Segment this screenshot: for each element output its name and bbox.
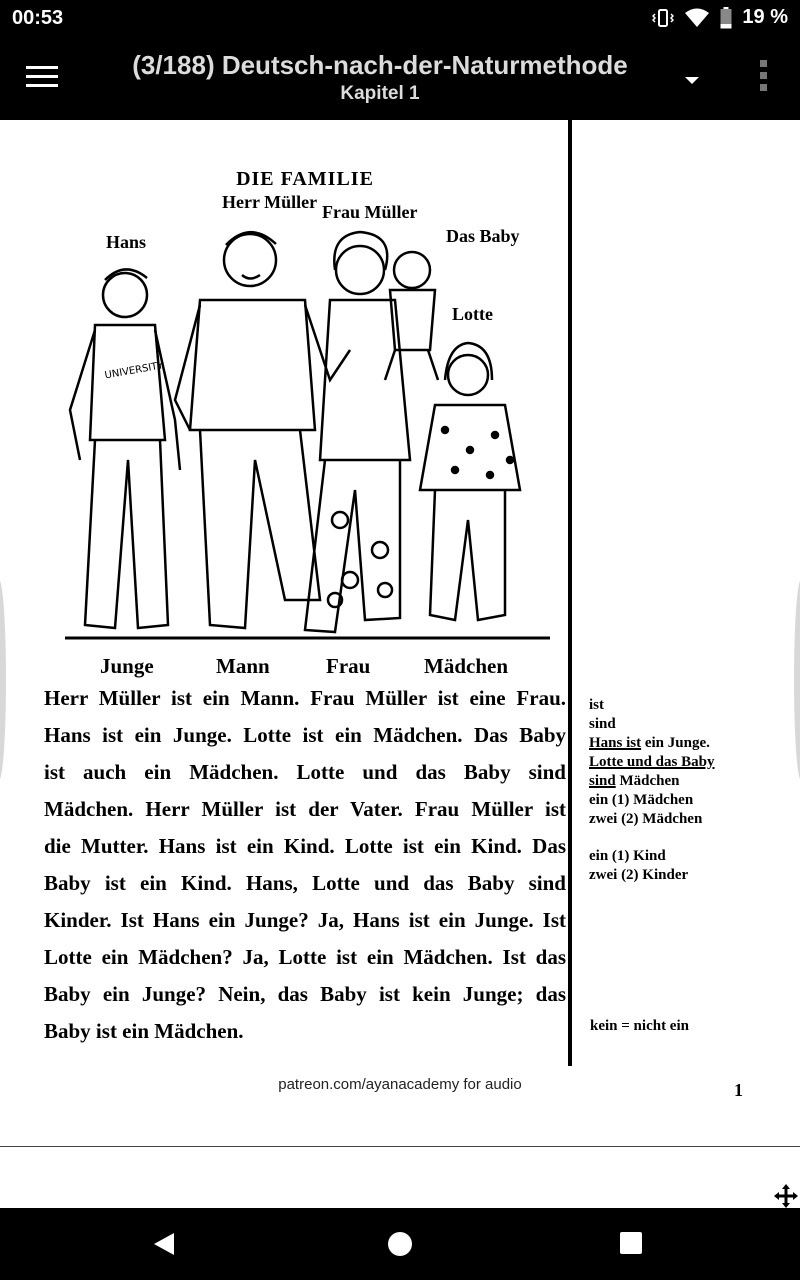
caption-frau: Frau bbox=[326, 654, 371, 678]
move-handle[interactable] bbox=[772, 1182, 800, 1210]
herr-mueller-figure bbox=[175, 232, 350, 628]
note-kein: kein = nicht ein bbox=[590, 1018, 689, 1034]
caption-junge: Junge bbox=[100, 654, 154, 678]
note-zwei-2-maedchen: zwei (2) Mädchen bbox=[589, 811, 703, 827]
note-ein-1-kind: ein (1) Kind bbox=[589, 848, 666, 864]
chapter-subtitle: Kapitel 1 bbox=[340, 83, 420, 104]
status-icons bbox=[652, 6, 788, 29]
text-line: Baby ist ein Kind. Hans, Lotte und das Baby sind bbox=[44, 871, 566, 895]
frau-mueller-figure bbox=[305, 232, 410, 632]
page-turn-edge-left[interactable] bbox=[0, 580, 6, 780]
lotte-figure bbox=[420, 343, 520, 620]
note-ist: ist bbox=[589, 697, 604, 713]
page-turn-edge-right[interactable] bbox=[794, 580, 800, 780]
note-zwei-2-kinder: zwei (2) Kinder bbox=[589, 867, 689, 883]
back-icon bbox=[150, 1230, 178, 1258]
label-lotte: Lotte bbox=[452, 304, 493, 324]
text-line: die Mutter. Hans ist ein Kind. Lotte ist ein Kind. Das bbox=[44, 834, 566, 858]
note-ein-1-maedchen: ein (1) Mädchen bbox=[589, 792, 694, 808]
note-ein-junge: ein Junge. bbox=[641, 735, 710, 751]
caption-mann: Mann bbox=[216, 654, 270, 678]
label-hans: Hans bbox=[106, 232, 147, 252]
menu-button[interactable] bbox=[26, 66, 58, 90]
caption-maedchen: Mädchen bbox=[424, 654, 508, 678]
note-lotte-und-das-baby: Lotte und das Baby bbox=[589, 754, 715, 770]
footer-link: patreon.com/ayanacademy for audio bbox=[278, 1076, 522, 1093]
column-divider bbox=[568, 120, 572, 1066]
status-time: 00:53 bbox=[12, 7, 64, 29]
document-page[interactable] bbox=[0, 120, 800, 1148]
text-line: Lotte ein Mädchen? Ja, Lotte ist ein Mädchen. Ist das bbox=[44, 945, 566, 969]
app-bar bbox=[0, 36, 800, 120]
battery-icon bbox=[720, 7, 732, 29]
text-line: Baby ein Junge? Nein, das Baby ist kein Junge; das bbox=[44, 982, 566, 1006]
text-line: Hans ist ein Junge. Lotte ist ein Mädchen. Das Baby bbox=[44, 723, 566, 747]
note-sind-maedchen bbox=[589, 772, 714, 791]
label-das-baby: Das Baby bbox=[446, 226, 520, 246]
note-sind2: sind bbox=[589, 773, 616, 789]
chapter-dropdown-button[interactable] bbox=[680, 72, 704, 90]
page-number: 1 bbox=[734, 1080, 743, 1100]
dropdown-icon bbox=[680, 72, 704, 90]
text-line: Baby ist ein Mädchen. bbox=[44, 1019, 244, 1043]
document-title: (3/188) Deutsch-nach-der-Naturmethode bbox=[132, 50, 628, 80]
page-bottom-border bbox=[0, 1146, 800, 1147]
more-options-button[interactable] bbox=[756, 60, 770, 100]
hans-figure bbox=[70, 269, 180, 628]
note-maedchen: Mädchen bbox=[615, 773, 680, 789]
status-bar bbox=[0, 0, 800, 36]
margin-notes bbox=[589, 696, 714, 885]
recents-button[interactable] bbox=[620, 1232, 642, 1254]
page-heading: DIE FAMILIE bbox=[236, 168, 374, 190]
back-button[interactable] bbox=[150, 1230, 178, 1258]
note-hans-ist-ein-junge bbox=[589, 734, 714, 753]
text-line: Kinder. Ist Hans ein Junge? Ja, Hans ist ein Junge. Ist bbox=[44, 908, 566, 932]
svg-text:UNIVERSITY: UNIVERSITY bbox=[103, 360, 165, 382]
note-hans-ist: Hans ist bbox=[589, 735, 642, 751]
move-arrows-icon bbox=[772, 1182, 800, 1210]
baby-figure bbox=[385, 252, 438, 380]
battery-percent: 19 % bbox=[742, 6, 788, 28]
wifi-icon bbox=[684, 8, 710, 28]
more-vert-icon bbox=[760, 60, 767, 67]
note-sind: sind bbox=[589, 716, 616, 732]
label-frau-mueller: Frau Müller bbox=[322, 202, 418, 222]
navigation-bar bbox=[0, 1208, 800, 1280]
text-line: Mädchen. Herr Müller ist der Vater. Frau Müller ist bbox=[44, 797, 566, 821]
lesson-text bbox=[44, 680, 566, 1050]
title-area bbox=[100, 50, 660, 105]
label-herr-mueller: Herr Müller bbox=[222, 192, 318, 212]
vibrate-icon bbox=[652, 8, 674, 28]
home-button[interactable] bbox=[388, 1232, 412, 1256]
text-line: Herr Müller ist ein Mann. Frau Müller ist eine Frau. bbox=[44, 686, 566, 710]
text-line: ist auch ein Mädchen. Lotte und das Baby sind bbox=[44, 760, 566, 784]
menu-icon bbox=[26, 66, 58, 69]
